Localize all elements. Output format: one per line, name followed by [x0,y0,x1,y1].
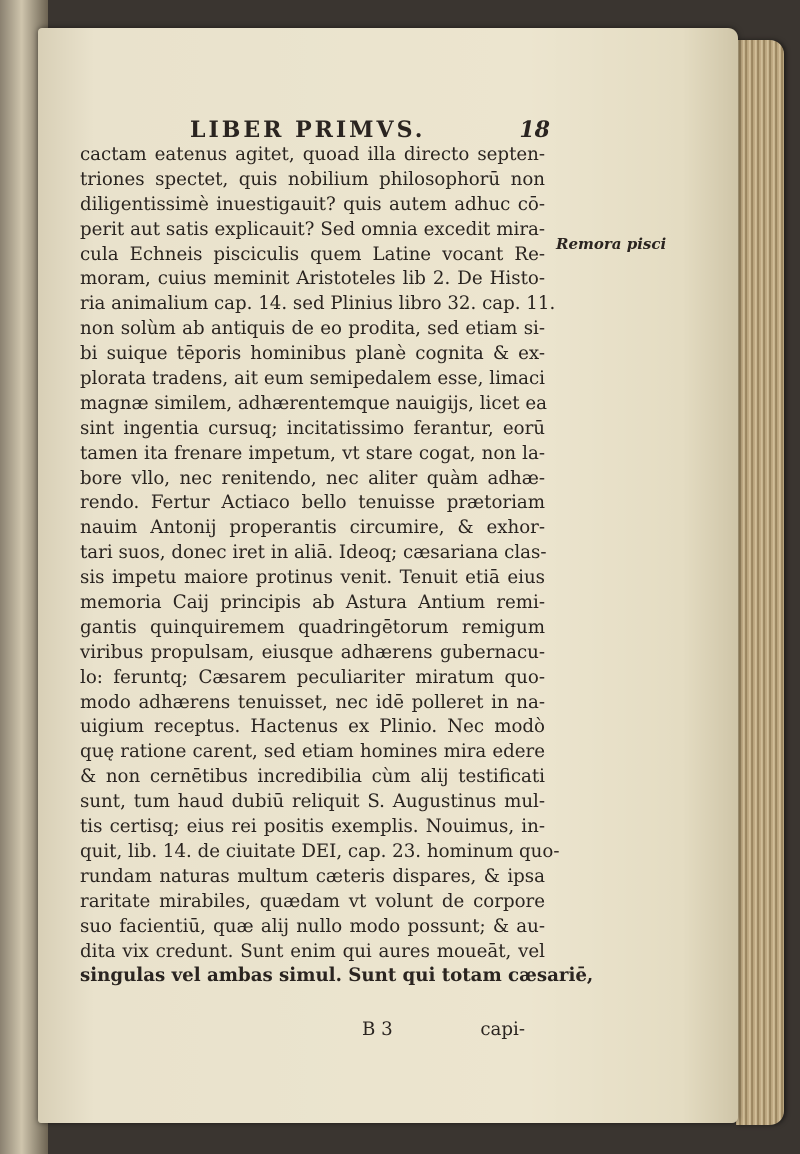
text-line: memoria Caij principis ab Astura Antium remi- [80,592,545,614]
text-line: sis impetu maiore protinus venit. Tenuit etiā eius [80,567,545,589]
text-line: tari suos, donec iret in aliā. Ideoq; cæsariana clas- [80,542,547,564]
text-line: bi suique tēporis hominibus planè cognita & ex- [80,343,545,365]
text-line: rendo. Fertur Actiaco bello tenuisse prætoriam [80,492,545,514]
text-line: suo facientiū, quæ alij nullo modo possunt; & au- [80,915,545,937]
folio-number: 18 [519,117,550,143]
text-line: uigium receptus. Hactenus ex Plinio. Nec modò [80,716,545,738]
text-line: sint ingentia cursuq; incitatissimo ferantur, eorū [80,417,545,439]
text-line: & non cernētibus incredibilia cùm alij testificati [80,766,545,788]
text-line: moram, cuius meminit Aristoteles lib 2. De Histo- [80,268,545,290]
text-line: sunt, tum haud dubiū reliquit S. Augustinus mul- [80,791,545,813]
text-line: singulas vel ambas simul. Sunt qui totam cæsariē, [80,965,594,987]
text-line: plorata tradens, ait eum semipedalem esse, limaci [80,368,545,390]
text-line: raritate mirabiles, quædam vt volunt de corpore [80,890,545,912]
text-line: quę ratione carent, sed etiam homines mira edere [80,741,545,763]
text-line: dita vix credunt. Sunt enim qui aures moueāt, vel [80,940,545,962]
text-line: modo adhærens tenuisset, nec idē polleret in na- [80,691,545,713]
text-line: quit, lib. 14. de ciuitate DEI, cap. 23. hominum quo- [80,840,560,862]
text-line: cula Echneis pisciculis quem Latine vocant Re- [80,243,545,265]
text-line: ria animalium cap. 14. sed Plinius libro 32. cap. 11. [80,293,556,315]
text-line: gantis quinquiremem quadringētorum remigum [80,616,545,638]
signature-mark: B 3 [362,1019,393,1040]
body-text [80,143,594,989]
text-line: perit aut satis explicauit? Sed omnia excedit mira- [80,218,545,240]
text-line: nauim Antonij properantis circumire, & exhor- [80,517,545,539]
page-edges [736,40,784,1125]
text-line: non solùm ab antiquis de eo prodita, sed etiam si- [80,318,545,340]
catchword: capi- [480,1019,525,1040]
text-line: tamen ita frenare impetum, vt stare cogat, non la- [80,442,545,464]
text-line: tis certisq; eius rei positis exemplis. Nouimus, in- [80,816,545,838]
text-line: triones spectet, quis nobilium philosophorū non [80,168,545,190]
text-line: cactam eatenus agitet, quoad illa directo septen- [80,144,545,165]
margin-note: Remora pisci [556,235,667,253]
page-footer [80,1019,525,1045]
text-line: viribus propulsam, eiusque adhærens gubernacu- [80,641,545,663]
text-line: magnæ similem, adhærentemque nauigijs, licet ea [80,392,547,414]
running-head: LIBER PRIMVS. [190,117,426,143]
text-line: bore vllo, nec renitendo, nec aliter quàm adhæ- [80,467,545,489]
text-line: lo: feruntq; Cæsarem peculiariter miratum quo- [80,666,545,688]
text-line: rundam naturas multum cæteris dispares, & ipsa [80,865,545,887]
text-line: diligentissimè inuestigauit? quis autem adhuc cō- [80,193,545,215]
